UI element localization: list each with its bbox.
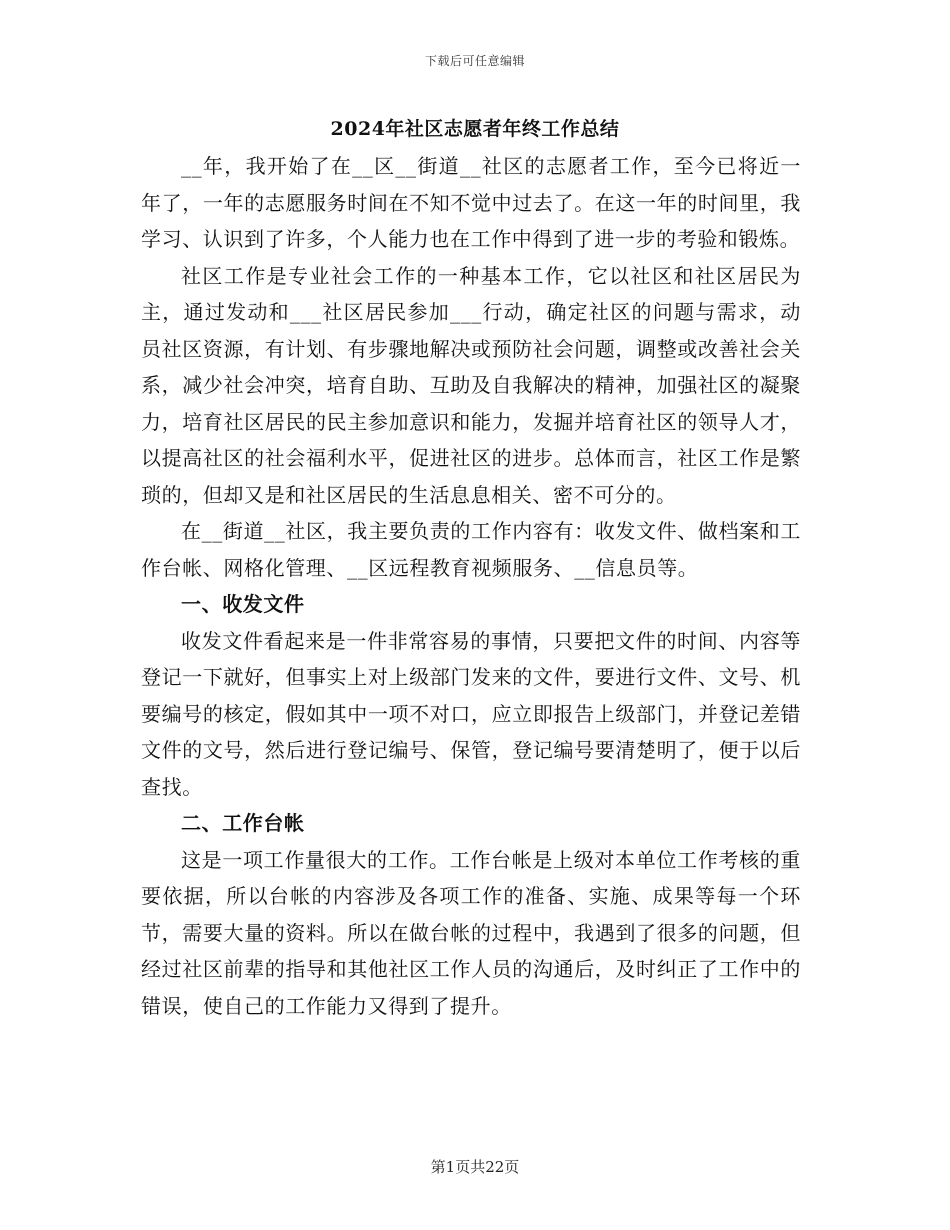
paragraph-responsibilities: 在__街道__社区，我主要负责的工作内容有：收发文件、做档案和工作台帐、网格化管理、__区远程教育视频服务、__信息员等。 xyxy=(141,519,801,580)
section-heading-ledger: 二、工作台帐 xyxy=(181,811,305,835)
section-heading-documents: 一、收发文件 xyxy=(181,592,305,616)
paragraph-documents: 收发文件看起来是一件非常容易的事情，只要把文件的时间、内容等登记一下就好，但事实上对上级部门发来的文件，要进行文件、文号、机要编号的核定，假如其中一项不对口，应立即报告上级部门，并登记差错文件的文号，然后进行登记编号、保管，登记编号要清楚明了，便于以后查找。 xyxy=(141,628,801,799)
page-footer: 第1页共22页 xyxy=(430,1158,520,1176)
document-body xyxy=(141,148,801,1024)
paragraph-community-work: 社区工作是专业社会工作的一种基本工作，它以社区和社区居民为主，通过发动和___社区居民参加___行动，确定社区的问题与需求，动员社区资源，有计划、有步骤地解决或预防社会问题，调整或改善社会关系，减少社会冲突，培育自助、互助及自我解决的精神，加强社区的凝聚力，培育社区居民的民主参加意识和能力，发掘并培育社区的领导人才，以提高社区的社会福利水平，促进社区的进步。总体而言，社区工作是繁琐的，但却又是和社区居民的生活息息相关、密不可分的。 xyxy=(141,263,801,507)
paragraph-ledger: 这是一项工作量很大的工作。工作台帐是上级对本单位工作考核的重要依据，所以台帐的内容涉及各项工作的准备、实施、成果等每一个环节，需要大量的资料。所以在做台帐的过程中，我遇到了很多的问题，但经过社区前辈的指导和其他社区工作人员的沟通后，及时纠正了工作中的错误，使自己的工作能力又得到了提升。 xyxy=(141,847,801,1018)
paragraph-intro: __年，我开始了在__区__街道__社区的志愿者工作，至今已将近一年了，一年的志愿服务时间在不知不觉中过去了。在这一年的时间里，我学习、认识到了许多，个人能力也在工作中得到了进一步的考验和锻炼。 xyxy=(141,154,801,251)
download-note: 下载后可任意编辑 xyxy=(424,54,525,68)
document-title: 2024年社区志愿者年终工作总结 xyxy=(330,118,620,140)
